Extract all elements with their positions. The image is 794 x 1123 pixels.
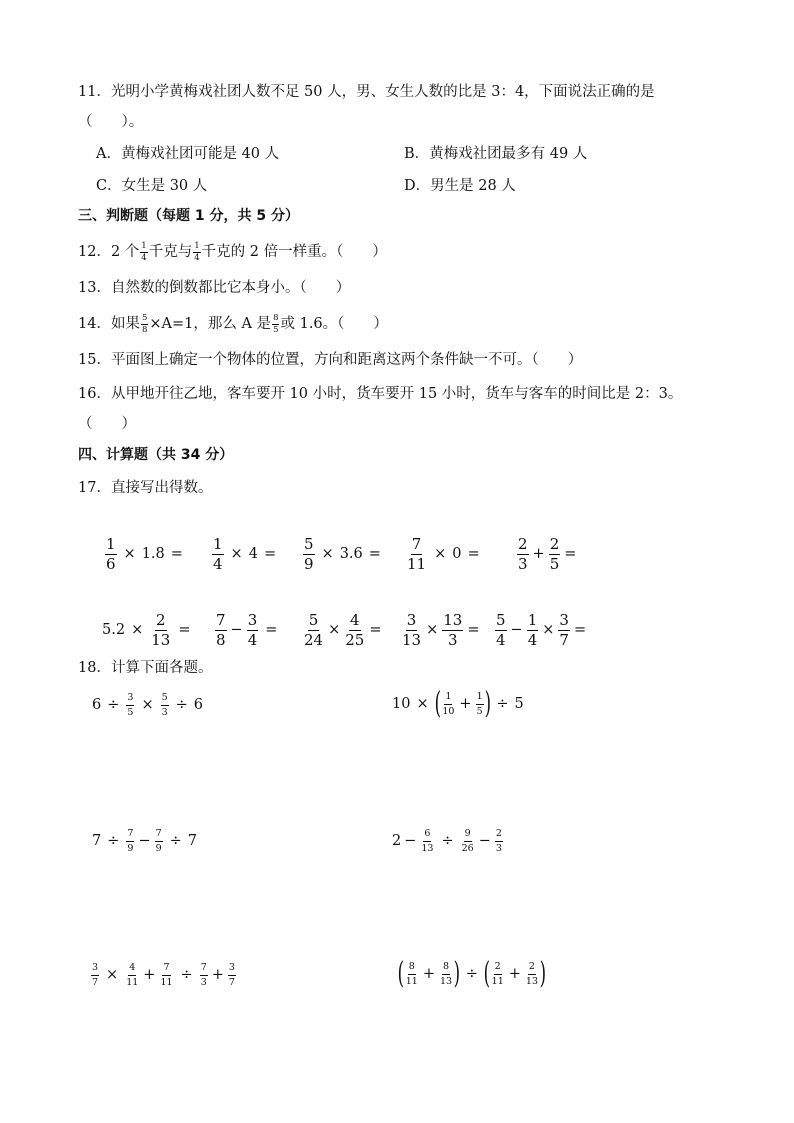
operator: × [230,546,243,562]
denominator: 4 [527,630,538,649]
denominator: 9 [127,842,134,854]
operand: 7 [92,833,102,849]
fraction [476,692,484,716]
fraction [525,962,539,986]
q14-fraction-1 [141,314,148,334]
q12-pre: 12．2 个 [78,244,140,260]
equals: = [467,546,480,562]
denominator: 3 [448,630,458,649]
fraction [405,962,419,986]
denominator: 9 [304,554,314,573]
denominator: 24 [304,630,324,649]
section-4-heading: 四、计算题（共 34 分） [78,447,234,463]
q16-line-1: 16．从甲地开往乙地，客车要开 10 小时，货车要开 15 小时，货车与客车的时间比是 2：3。 [78,386,683,402]
fraction [303,534,315,573]
right-paren: ) [539,956,547,991]
fraction [517,534,529,573]
fraction [558,610,570,649]
q17-r1-expr-5 [516,534,579,574]
fraction [159,963,173,987]
fraction [125,963,139,987]
fraction [401,610,422,649]
equals: = [369,622,382,638]
operator: ÷ [496,696,509,712]
operator: × [106,967,119,983]
numerator: 2 [549,534,560,553]
numerator: 1 [141,241,147,251]
denominator: 4 [141,252,147,263]
numerator: 5 [161,693,169,706]
denominator: 3 [518,554,528,573]
denominator: 5 [127,706,134,718]
denominator: 13 [421,842,434,854]
fraction [491,962,505,986]
operator: + [422,966,435,982]
q17-r2-expr-5 [494,610,589,650]
denominator: 7 [228,976,235,988]
fraction [303,610,324,649]
operator: × [123,546,136,562]
numerator: 2 [494,962,502,975]
fraction [461,829,475,853]
q17-r2-expr-1 [102,610,196,650]
equals: = [263,546,277,562]
operator: − [478,833,491,849]
denominator: 5 [273,324,279,335]
numerator: 1 [527,610,538,629]
section-3-heading: 三、判断题（每题 1 分，共 5 分） [78,208,299,224]
q11-stem: 11．光明小学黄梅戏社团人数不足 50 人，男、女生人数的比是 3：4，下面说法正确的是 [78,84,655,100]
q16-line-2: （ ） [78,416,136,432]
denominator: 11 [491,975,504,987]
operator: × [416,696,429,712]
q18-problem-4 [392,826,504,856]
left-paren: ( [483,956,491,991]
operator: + [532,546,545,562]
q11-option-a: A．黄梅戏社团可能是 40 人 [96,146,280,162]
q14-fraction-2 [272,314,279,334]
operator: × [328,622,341,638]
numerator: 7 [200,963,208,976]
operand: 7 [187,833,198,849]
numerator: 1 [476,692,484,705]
fraction [150,610,171,649]
fraction [155,829,163,853]
equals: = [573,622,587,638]
denominator: 11 [126,976,139,988]
numerator: 4 [128,963,136,976]
equals: = [178,622,191,638]
operand: 3.6 [339,546,363,562]
numerator: 6 [423,829,431,842]
denominator: 7 [559,630,569,649]
fraction [420,829,434,853]
operator: × [131,622,144,638]
equals: = [467,622,480,638]
fraction [442,610,463,649]
denominator: 11 [407,554,427,573]
operator: × [542,622,555,638]
operator: − [138,833,151,849]
numerator: 3 [247,610,258,629]
denominator: 5 [549,554,560,573]
numerator: 7 [162,963,170,976]
operator: ÷ [441,833,454,849]
q12 [78,242,387,262]
q13: 13．自然数的倒数都比它本身小。（ ） [78,280,351,296]
operator: × [434,546,447,562]
denominator: 13 [525,975,538,987]
operand: 6 [92,697,102,713]
operator: ÷ [180,967,193,983]
fraction [247,610,259,649]
operand: 2 [392,833,402,849]
q18-problem-2 [392,688,524,720]
numerator: 2 [495,829,503,842]
fraction [495,610,507,649]
numerator: 9 [464,829,472,842]
fraction [228,963,236,987]
fraction [439,962,453,986]
operator: ÷ [107,697,120,713]
numerator: 2 [155,610,166,629]
numerator: 5 [308,610,319,629]
fraction [441,692,455,716]
left-paren: ( [434,686,441,721]
operator: ÷ [175,697,188,713]
q17-r2-expr-4 [400,610,483,650]
numerator: 1 [213,534,223,553]
numerator: 3 [91,963,99,976]
numerator: 8 [408,962,416,975]
numerator: 1 [444,692,452,705]
q12-fraction-2 [193,242,200,262]
operator: ÷ [465,966,478,982]
fraction [527,610,539,649]
operator: ÷ [107,833,120,849]
fraction [200,963,208,987]
operator: + [459,696,472,712]
operator: × [321,546,334,562]
q18-title: 18．计算下面各题。 [78,660,213,676]
numerator: 5 [496,610,506,629]
numerator: 1 [194,241,200,251]
equals: = [265,622,278,638]
operator: ÷ [169,833,182,849]
fraction [344,610,365,649]
denominator: 8 [216,630,226,649]
denominator: 3 [495,842,502,854]
denominator: 4 [496,630,506,649]
denominator: 13 [439,975,453,987]
fraction [495,829,503,853]
q14-pre: 14．如果 [78,316,140,332]
denominator: 9 [155,842,162,854]
fraction [105,534,117,573]
left-paren: ( [397,956,405,991]
numerator: 7 [216,610,226,629]
operator: − [510,622,523,638]
q12-mid: 千克与 [148,244,193,260]
denominator: 11 [405,975,418,987]
q11-option-b: B．黄梅戏社团最多有 49 人 [404,146,588,162]
numerator: 3 [406,610,417,629]
fraction [161,693,169,717]
q14-post: 或 1.6。（ ） [280,316,388,332]
numerator: 8 [273,313,279,323]
operand: 4 [248,546,258,562]
operator: × [426,622,439,638]
numerator: 5 [304,534,314,553]
operator: − [404,833,417,849]
q17-title: 17．直接写出得数。 [78,480,213,496]
denominator: 6 [106,554,116,573]
fraction [126,693,134,717]
numerator: 8 [442,962,450,975]
denominator: 13 [151,630,171,649]
operand: 0 [452,546,462,562]
denominator: 4 [247,630,258,649]
fraction [126,829,134,853]
fraction [212,534,224,573]
q18-problem-6 [398,958,546,990]
numerator: 3 [228,963,236,976]
denominator: 4 [194,252,200,263]
operator: − [230,622,243,638]
denominator: 26 [461,842,474,854]
q11-paren: （ ）。 [78,114,144,130]
numerator: 7 [155,829,163,842]
numerator: 3 [126,693,134,706]
right-paren: ) [484,686,491,721]
q18-problem-5 [90,960,237,990]
q11-option-c: C．女生是 30 人 [96,178,208,194]
numerator: 5 [141,313,148,323]
denominator: 13 [402,630,422,649]
q17-r1-expr-1 [104,534,189,574]
denominator: 7 [92,976,99,988]
q12-fraction-1 [140,242,147,262]
q12-post: 千克的 2 倍一样重。（ ） [201,244,387,260]
numerator: 4 [350,610,360,629]
denominator: 10 [442,705,455,717]
numerator: 3 [559,610,569,629]
equals: = [170,546,183,562]
fraction [215,610,227,649]
fraction [549,534,561,573]
q17-r1-expr-2 [211,534,282,574]
q18-problem-3 [92,826,197,856]
denominator: 8 [141,324,148,335]
numerator: 7 [126,829,134,842]
denominator: 5 [476,705,483,717]
q14-mid: ×A=1，那么 A 是 [149,316,272,332]
fraction [91,963,99,987]
operator: + [143,967,156,983]
numerator: 2 [518,534,528,553]
numerator: 2 [528,962,536,975]
equals: = [564,546,577,562]
q17-r2-expr-2 [214,610,283,650]
q18-problem-1 [92,690,203,720]
denominator: 3 [161,706,168,718]
q17-r1-expr-3 [302,534,387,574]
denominator: 4 [213,554,223,573]
numerator: 7 [411,534,422,553]
equals: = [368,546,381,562]
fraction [406,534,427,573]
operand: 1.8 [141,546,165,562]
operator: + [211,967,224,983]
q11-option-d: D．男生是 28 人 [404,178,516,194]
operand: 10 [392,696,411,712]
numerator: 13 [443,610,463,629]
operand: 6 [193,697,204,713]
denominator: 25 [345,630,365,649]
operator: + [508,966,521,982]
q17-r2-expr-3 [302,610,385,650]
q17-r1-expr-4 [405,534,486,574]
denominator: 3 [200,976,207,988]
q15: 15．平面图上确定一个物体的位置，方向和距离这两个条件缺一不可。（ ） [78,352,583,368]
numerator: 1 [106,534,116,553]
operator: × [141,697,154,713]
q14 [78,314,388,334]
operand: 5 [514,696,524,712]
right-paren: ) [453,956,461,991]
denominator: 11 [160,976,173,988]
operand: 5.2 [102,622,126,638]
